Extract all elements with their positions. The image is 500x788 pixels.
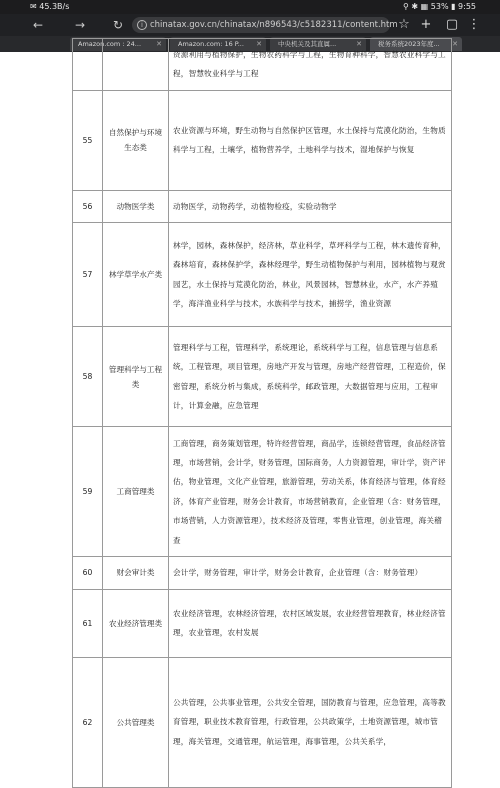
table-row [73,327,452,427]
address-bar[interactable] [132,17,398,33]
table-row [73,427,452,557]
row-majors: 公共管理，公共事业管理，公共安全管理，国防教育与管理，应急管理，高等教育管理，职业技术教育管理，行政管理，公共政策学，土地资源管理，城市管理，海关管理，交通管理，航运管理，海事管理，公共关系学， [169,657,452,787]
row-category: 林学草学水产类 [103,223,169,327]
new-tab-icon[interactable]: + [420,17,432,32]
row-number: 58 [73,327,103,427]
row-majors: 农业经济管理，农林经济管理，农村区域发展，农业经营管理教育，林业经济管理，农业管理，农村发展 [169,589,452,657]
row-majors: 资源利用与植物保护，生物农药科学与工程，生物育种科学，智慧农业科学与工程，智慧牧业科学与工程 [169,39,452,91]
address-url: chinatax.gov.cn/chinatax/n896543/c5182311/content.htm [150,20,398,30]
row-category: 农业经济管理类 [103,589,169,657]
row-number: 62 [73,657,103,787]
tab-2-label: Amazon.com: 16 P... [178,40,244,48]
browser-toolbar [0,14,500,36]
row-number: 60 [73,557,103,589]
star-icon[interactable]: ☆ [398,17,410,32]
close-icon[interactable]: ✕ [452,40,458,48]
row-category: 工商管理类 [103,427,169,557]
table-row [73,657,452,787]
row-majors: 农业资源与环境，野生动物与自然保护区管理，水土保持与荒漠化防治，生物质科学与工程，土壤学，植物营养学，土地科学与技术，湿地保护与恢复 [169,90,452,190]
row-number [73,39,103,91]
table-row [73,589,452,657]
row-majors: 管理科学与工程，管理科学，系统理论，系统科学与工程，信息管理与信息系统，工程管理，项目管理，房地产开发与管理，房地产经营管理，工程造价，保密管理，系统分析与集成，系统科学，邮政管理，大数据管理与应用，工程审计，计算金融，应急管理 [169,327,452,427]
row-majors: 林学，园林，森林保护，经济林，草业科学，草坪科学与工程，林木遗传育种，森林培育，森林保护学，森林经理学，野生动植物保护与利用，园林植物与观赏园艺，水土保持与荒漠化防治，林业，风景园林，智慧林业，水产，水产养殖学，海洋渔业科学与技术，水族科学与技术，捕捞学，渔业资源 [169,223,452,327]
row-number: 55 [73,90,103,190]
tab-switcher-icon[interactable]: ▢ [445,17,459,32]
table-row [73,90,452,190]
status-bar [0,0,500,14]
row-number: 56 [73,190,103,222]
status-right: ⚲ ✱ ▦ 53% ▮ 9:55 [403,2,476,11]
majors-table-wrap [72,38,452,788]
row-category: 公共管理类 [103,657,169,787]
forward-arrow-icon[interactable]: → [74,18,86,32]
table-row [73,557,452,589]
row-majors: 工商管理，商务策划管理，特许经营管理，商品学，连锁经营管理，食品经济管理，市场营销，会计学，财务管理，国际商务，人力资源管理，审计学，资产评估，物业管理，文化产业管理，旅游管理，劳动关系，体育经济与管理，体育经济，体育产业管理，财务会计教育，市场营销教育，企业管理（含：财务管理，市场营销，人力资源管理），技术经济及管理，零售业管理，创业管理，海关稽查 [169,427,452,557]
page-content [0,50,500,746]
majors-table [72,38,452,788]
back-arrow-icon[interactable]: ← [32,18,44,32]
row-category [103,39,169,91]
row-number: 61 [73,589,103,657]
row-category: 自然保护与环境生态类 [103,90,169,190]
close-icon[interactable]: ✕ [356,40,362,48]
reload-icon[interactable]: ↻ [112,18,124,32]
row-category: 财会审计类 [103,557,169,589]
close-icon[interactable]: ✕ [256,40,262,48]
row-number: 57 [73,223,103,327]
row-number: 59 [73,427,103,557]
status-left: ✉ 45.3B/s [30,2,70,11]
table-row [73,39,452,91]
tab-4-label: 税务系统2023年度... [378,40,440,48]
close-icon[interactable]: ✕ [156,40,162,48]
row-category: 管理科学与工程类 [103,327,169,427]
tab-3-label: 中央机关及其直属... [278,40,337,48]
row-majors: 会计学，财务管理，审计学，财务会计教育，企业管理（含：财务管理） [169,557,452,589]
table-row [73,223,452,327]
tab-1-label: Amazon.com : 24... [78,40,142,48]
table-row [73,190,452,222]
row-majors: 动物医学，动物药学，动植物检疫，实验动物学 [169,190,452,222]
menu-icon[interactable]: ⋮ [467,17,481,32]
row-category: 动物医学类 [103,190,169,222]
site-info-icon[interactable]: i [137,20,147,30]
